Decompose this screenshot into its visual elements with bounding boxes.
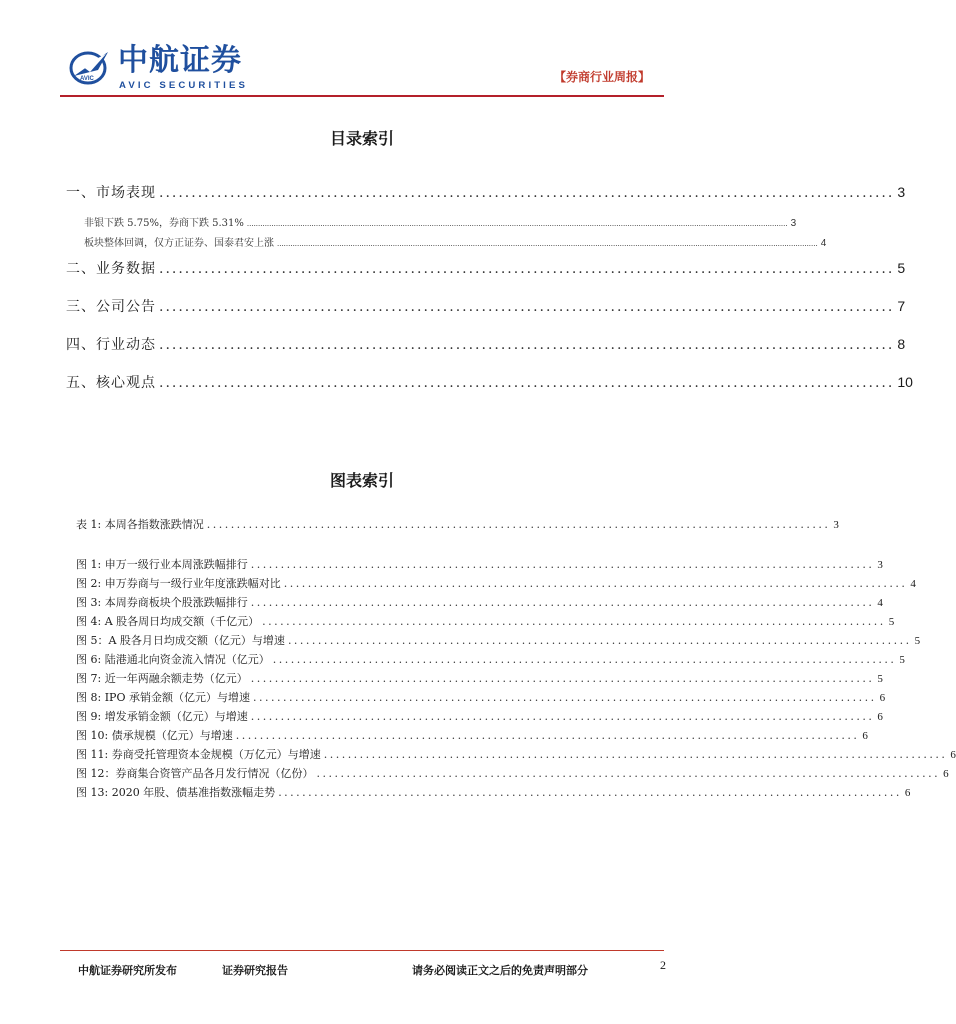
- figure-index-item[interactable]: [76, 613, 895, 629]
- page-number: 2: [660, 958, 666, 972]
- figure-index-page: 5: [899, 654, 905, 666]
- figure-index-label: 图 12：券商集合资管产品各月发行情况（亿份）: [76, 767, 314, 780]
- figure-index-page: 6: [943, 768, 949, 780]
- figure-index-title: 图表索引: [329, 471, 394, 490]
- toc-leader-dots: ...................................................................................................................................................................................................................................................: [277, 240, 818, 248]
- figure-index-item[interactable]: [76, 556, 883, 572]
- toc-subitem[interactable]: [84, 234, 827, 249]
- footer-disclaimer: 请务必阅读正文之后的免责声明部分: [412, 964, 588, 977]
- toc-subitem-page: 4: [820, 238, 827, 249]
- toc-item-page: 8: [897, 336, 906, 352]
- figure-leader-dots: ........................................................................................................: [262, 615, 886, 628]
- company-name-en: AVIC SECURITIES: [119, 80, 248, 91]
- logo-badge-text: AVIC: [80, 76, 94, 82]
- figure-index-item[interactable]: [76, 727, 868, 743]
- toc-item[interactable]: [66, 372, 913, 392]
- figure-leader-dots: ........................................................................................................: [283, 577, 908, 590]
- toc-item[interactable]: [66, 258, 906, 278]
- figure-index-label: 图 11: 券商受托管理资本金规模（万亿元）与增速: [76, 748, 321, 761]
- table-index-label: 表 1: 本周各指数涨跌情况: [76, 518, 204, 531]
- figure-index-page: 5: [914, 635, 921, 647]
- figure-index-item[interactable]: [76, 670, 883, 686]
- figure-index-label: 图 6: 陆港通北向资金流入情况（亿元）: [76, 653, 270, 666]
- figure-index-label: 图 7: 近一年两融余额走势（亿元）: [76, 672, 248, 685]
- figure-index-item[interactable]: [76, 746, 956, 762]
- figure-index-page: 6: [862, 730, 868, 742]
- figure-index-label: 图 5：A 股各月日均成交额（亿元）与增速: [76, 634, 285, 647]
- figure-leader-dots: ........................................................................................................: [287, 634, 912, 647]
- report-type-tag: 【券商行业周报】: [553, 70, 650, 84]
- figure-index-label: 图 2: 申万券商与一级行业年度涨跌幅对比: [76, 577, 281, 590]
- figure-index-label: 图 10: 债承规模（亿元）与增速: [76, 729, 233, 742]
- figure-leader-dots: ........................................................................................................: [316, 767, 941, 780]
- figure-index-page: 5: [877, 673, 883, 685]
- figure-leader-dots: ........................................................................................................: [250, 710, 875, 723]
- toc-item-label: 四、行业动态: [66, 337, 156, 353]
- figure-leader-dots: ........................................................................................................: [235, 729, 860, 742]
- toc-leader-dots: ..................................................................................................................: [159, 375, 895, 391]
- table-index-page: 3: [833, 519, 839, 531]
- figure-index-label: 图 3: 本周券商板块个股涨跌幅排行: [76, 596, 248, 609]
- figure-leader-dots: ........................................................................................................: [278, 786, 902, 799]
- toc-subitem-label: 非银下跌 5.75%，券商下跌 5.31%: [84, 218, 244, 229]
- avic-logo-icon: [68, 46, 112, 86]
- figure-leader-dots: ........................................................................................................: [252, 691, 877, 704]
- toc-item-page: 5: [897, 260, 906, 276]
- toc-item-page: 7: [897, 298, 906, 314]
- figure-index-label: 图 8: IPO 承销金额（亿元）与增速: [76, 691, 250, 704]
- toc-item-page: 10: [897, 374, 913, 390]
- figure-index-item[interactable]: [76, 575, 916, 591]
- toc-item[interactable]: [66, 182, 906, 202]
- figure-index-item[interactable]: [76, 765, 949, 781]
- toc-leader-dots: ..................................................................................................................: [159, 261, 895, 277]
- figure-index-page: 3: [877, 559, 883, 571]
- figure-index-item[interactable]: [76, 632, 921, 648]
- header-divider: [60, 95, 664, 97]
- toc-item-label: 二、业务数据: [66, 261, 156, 277]
- toc-leader-dots: ..................................................................................................................: [159, 185, 895, 201]
- toc-item-label: 一、市场表现: [66, 185, 156, 201]
- company-name-cn: 中航证券: [118, 43, 242, 78]
- toc-item[interactable]: [66, 334, 906, 354]
- toc-leader-dots: ..................................................................................................................: [159, 337, 895, 353]
- toc-subitem-label: 板块整体回调，仅方正证券、国泰君安上涨: [84, 238, 274, 249]
- figure-leader-dots: ........................................................................................................: [250, 558, 875, 571]
- figure-index-label: 图 13: 2020 年股、债基准指数涨幅走势: [76, 786, 276, 799]
- figure-index-page: 4: [910, 578, 916, 590]
- toc-item[interactable]: [66, 296, 906, 316]
- toc-subitem[interactable]: [84, 214, 797, 229]
- figure-leader-dots: ........................................................................................................: [272, 653, 897, 666]
- figure-index-page: 6: [904, 787, 911, 799]
- footer-divider: [60, 950, 664, 951]
- toc-item-page: 3: [897, 184, 906, 200]
- toc-subitem-page: 3: [790, 218, 797, 229]
- figure-index-label: 图 4: A 股各周日均成交额（千亿元）: [76, 615, 260, 628]
- figure-index-item[interactable]: [76, 784, 911, 800]
- figure-leader-dots: ........................................................................................................: [250, 672, 875, 685]
- figure-leader-dots: ........................................................................................................: [206, 518, 831, 531]
- toc-item-label: 三、公司公告: [66, 299, 156, 315]
- figure-leader-dots: ........................................................................................................: [250, 596, 875, 609]
- figure-index-item[interactable]: [76, 594, 883, 610]
- figure-index-label: 图 9: 增发承销金额（亿元）与增速: [76, 710, 248, 723]
- toc-leader-dots: ..................................................................................................................: [159, 299, 895, 315]
- page-header: [0, 0, 724, 100]
- figure-index-item[interactable]: [76, 689, 886, 705]
- figure-index-page: 6: [950, 749, 956, 761]
- toc-title: 目录索引: [329, 129, 394, 148]
- footer-publisher: 中航证券研究所发布: [78, 964, 177, 977]
- toc-item-label: 五、核心观点: [66, 375, 156, 391]
- figure-index-item[interactable]: [76, 651, 905, 667]
- figure-index-item[interactable]: [76, 708, 883, 724]
- table-index-item[interactable]: [76, 516, 839, 532]
- toc-leader-dots: ...................................................................................................................................................................................................................................................: [246, 220, 788, 228]
- figure-index-page: 6: [879, 692, 886, 704]
- figure-index-page: 6: [877, 711, 883, 723]
- figure-leader-dots: ........................................................................................................: [323, 748, 948, 761]
- figure-index-label: 图 1: 申万一级行业本周涨跌幅排行: [76, 558, 248, 571]
- figure-index-page: 4: [877, 597, 883, 609]
- footer-report-kind: 证券研究报告: [222, 964, 288, 977]
- figure-index-page: 5: [888, 616, 895, 628]
